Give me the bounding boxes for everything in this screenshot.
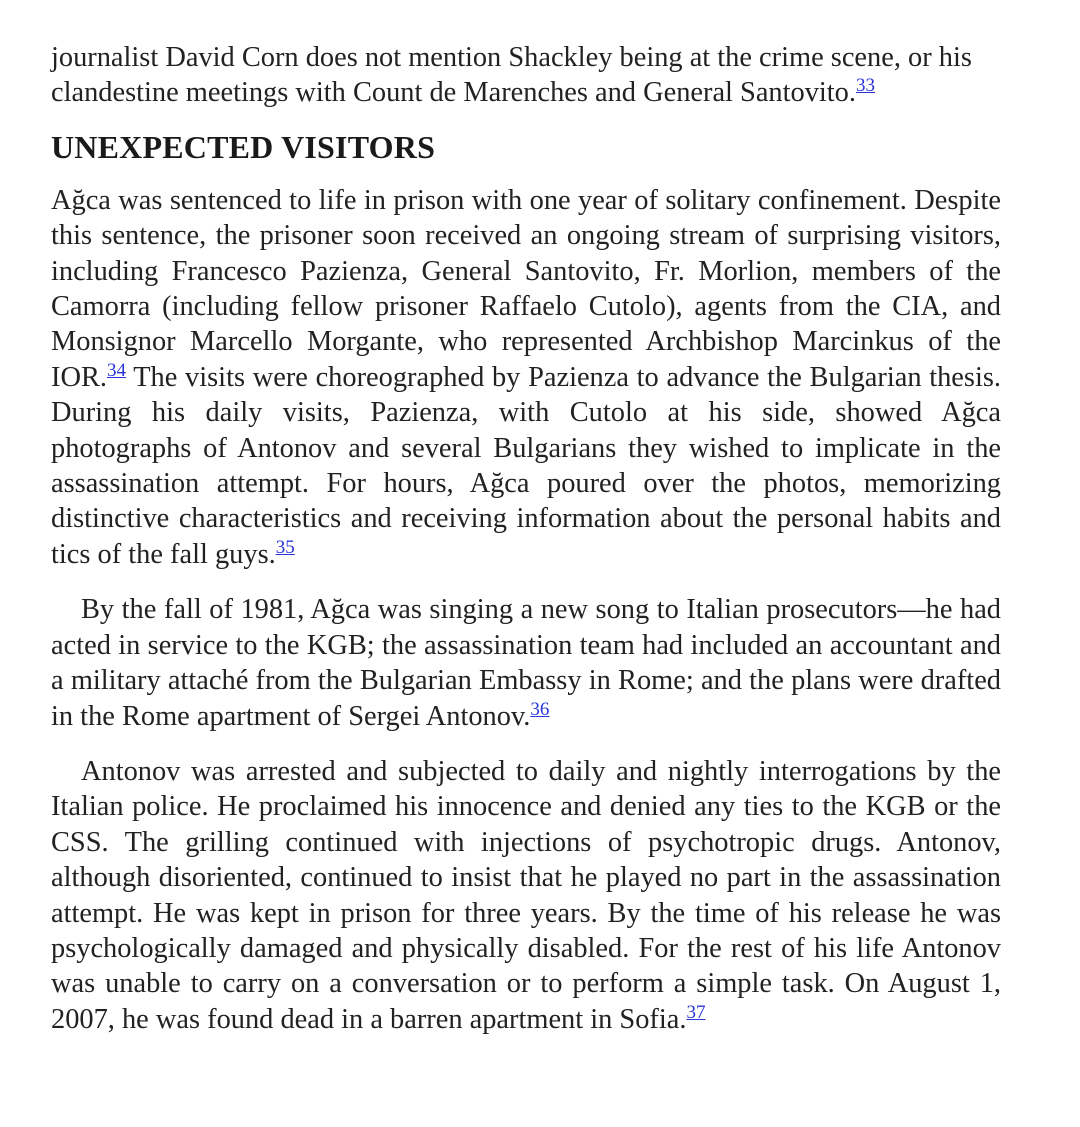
footnote-link-37[interactable]: 37: [686, 1001, 706, 1023]
body-paragraph-1: [51, 183, 1001, 572]
body-paragraph-3: [51, 754, 1001, 1037]
footnote-link-34[interactable]: 34: [107, 359, 126, 381]
footnote-link-33[interactable]: 33: [855, 75, 875, 97]
intro-text: journalist David Corn does not mention Shackley being at the crime scene, or his clandestine meetings with Count de Marenches and General Santovito.: [51, 42, 972, 109]
section-heading: UNEXPECTED VISITORS: [51, 128, 436, 165]
book-page: [51, 40, 1001, 1037]
paragraph-1-text-a: Ağca was sentenced to life in prison with one year of solitary confinement. Despite this sentence, the prisoner soon received an ongoing stream of surprising visitors, including Francesco Pazienza, General Santovito, Fr. Morlion, members of the Camorra (including fellow prisoner Raffaelo Cutolo), agents from the CIA, and Monsignor Marcello Morgante, who represented Archbishop Marcinkus of the IOR.: [51, 184, 1001, 393]
paragraph-3-text: Antonov was arrested and subjected to daily and nightly interrogations by the Italian police. He proclaimed his innocence and denied any ties to the KGB or the CSS. The grilling continued with injections of psychotropic drugs. Antonov, although disoriented, continued to insist that he played no part in the assassination attempt. He was kept in prison for three years. By the time of his release he was psychologically damaged and physically disabled. For the rest of his life Antonov was unable to carry on a conversation or to perform a simple task. On August 1, 2007, he was found dead in a barren apartment in Sofia.: [51, 755, 1001, 1035]
footnote-link-35[interactable]: 35: [275, 536, 295, 558]
footnote-link-36[interactable]: 36: [530, 698, 550, 720]
body-paragraph-2: [51, 592, 1001, 734]
paragraph-1-text-b: The visits were choreographed by Pazienza to advance the Bulgarian thesis. During his daily visits, Pazienza, with Cutolo at his side, showed Ağca photographs of Antonov and several Bulgarians they wished to implicate in the assassination attempt. For hours, Ağca poured over the photos, memorizing distinctive characteristics and receiving information about the personal habits and tics of the fall guys.: [51, 361, 1001, 570]
paragraph-2-text: By the fall of 1981, Ağca was singing a new song to Italian prosecutors—he had acted in service to the KGB; the assassination team had included an accountant and a military attaché from the Bulgarian Embassy in Rome; and the plans were drafted in the Rome apartment of Sergei Antonov.: [51, 594, 1001, 732]
intro-paragraph: [51, 40, 1001, 111]
